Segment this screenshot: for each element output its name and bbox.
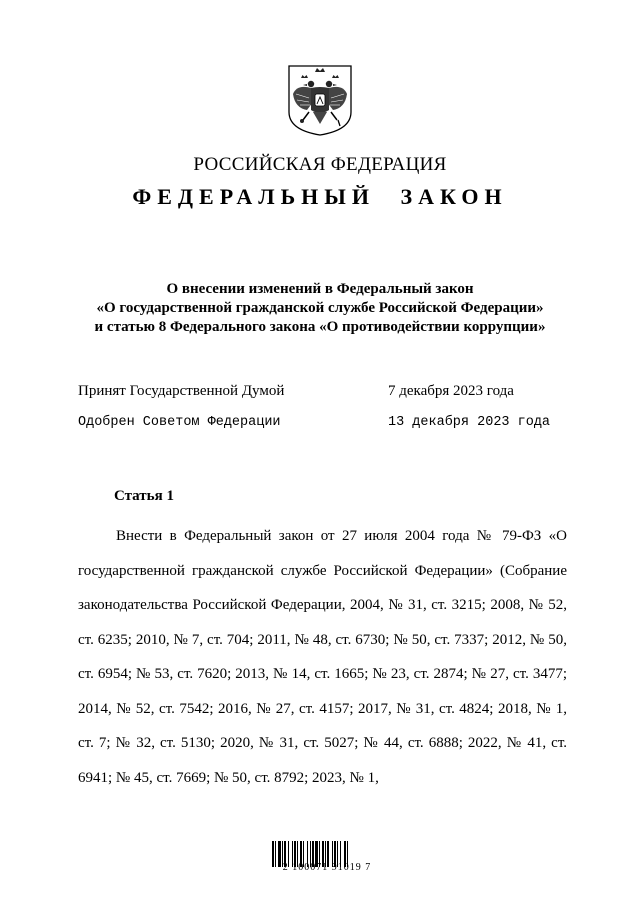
article-title: Статья 1 [114, 488, 174, 504]
law-subject [0, 280, 640, 337]
council-label: Одобрен Советом Федерации [78, 415, 281, 430]
duma-label: Принят Государственной Думой [78, 383, 285, 399]
document-type-title: ФЕДЕРАЛЬНЫЙ ЗАКОН [132, 184, 508, 209]
duma-date: 7 декабря 2023 года [388, 383, 514, 399]
barcode-number: 2 100071 91019 7 [282, 862, 372, 873]
subject-line-2: «О государственной гражданской службе Российской Федерации» [96, 300, 544, 316]
subject-line-3: и статью 8 Федерального закона «О противодействии коррупции» [94, 319, 546, 335]
country-name: РОССИЙСКАЯ ФЕДЕРАЦИЯ [193, 154, 447, 175]
subject-line-1: О внесении изменений в Федеральный закон [166, 281, 474, 297]
council-date: 13 декабря 2023 года [388, 415, 551, 430]
russian-coat-of-arms-icon [287, 64, 353, 136]
article-body: Внести в Федеральный закон от 27 июля 2004 года № 79-ФЗ «О государственной гражданской службе Российской Федерации» (Собрание законодательства Российской Федерации, 2004, № 31, ст. 3215; 2008, № 52, ст. 6235; 2010, № 7, ст. 704; 2011, № 48, ст. 6730; № 50, ст. 7337; 2012, № 50, ст. 6954; № 53, ст. 7620; 2013, № 14, ст. 1665; № 23, ст. 2874; № 27, ст. 3477; 2014, № 52, ст. 7542; 2016, № 27, ст. 4157; 2017, № 31, ст. 4824; 2018, № 1, ст. 7; № 32, ст. 5130; 2020, № 31, ст. 5027; № 44, ст. 6888; 2022, № 41, ст. 6941; № 45, ст. 7669; № 50, ст. 8792; 2023, № 1, [78, 528, 567, 786]
